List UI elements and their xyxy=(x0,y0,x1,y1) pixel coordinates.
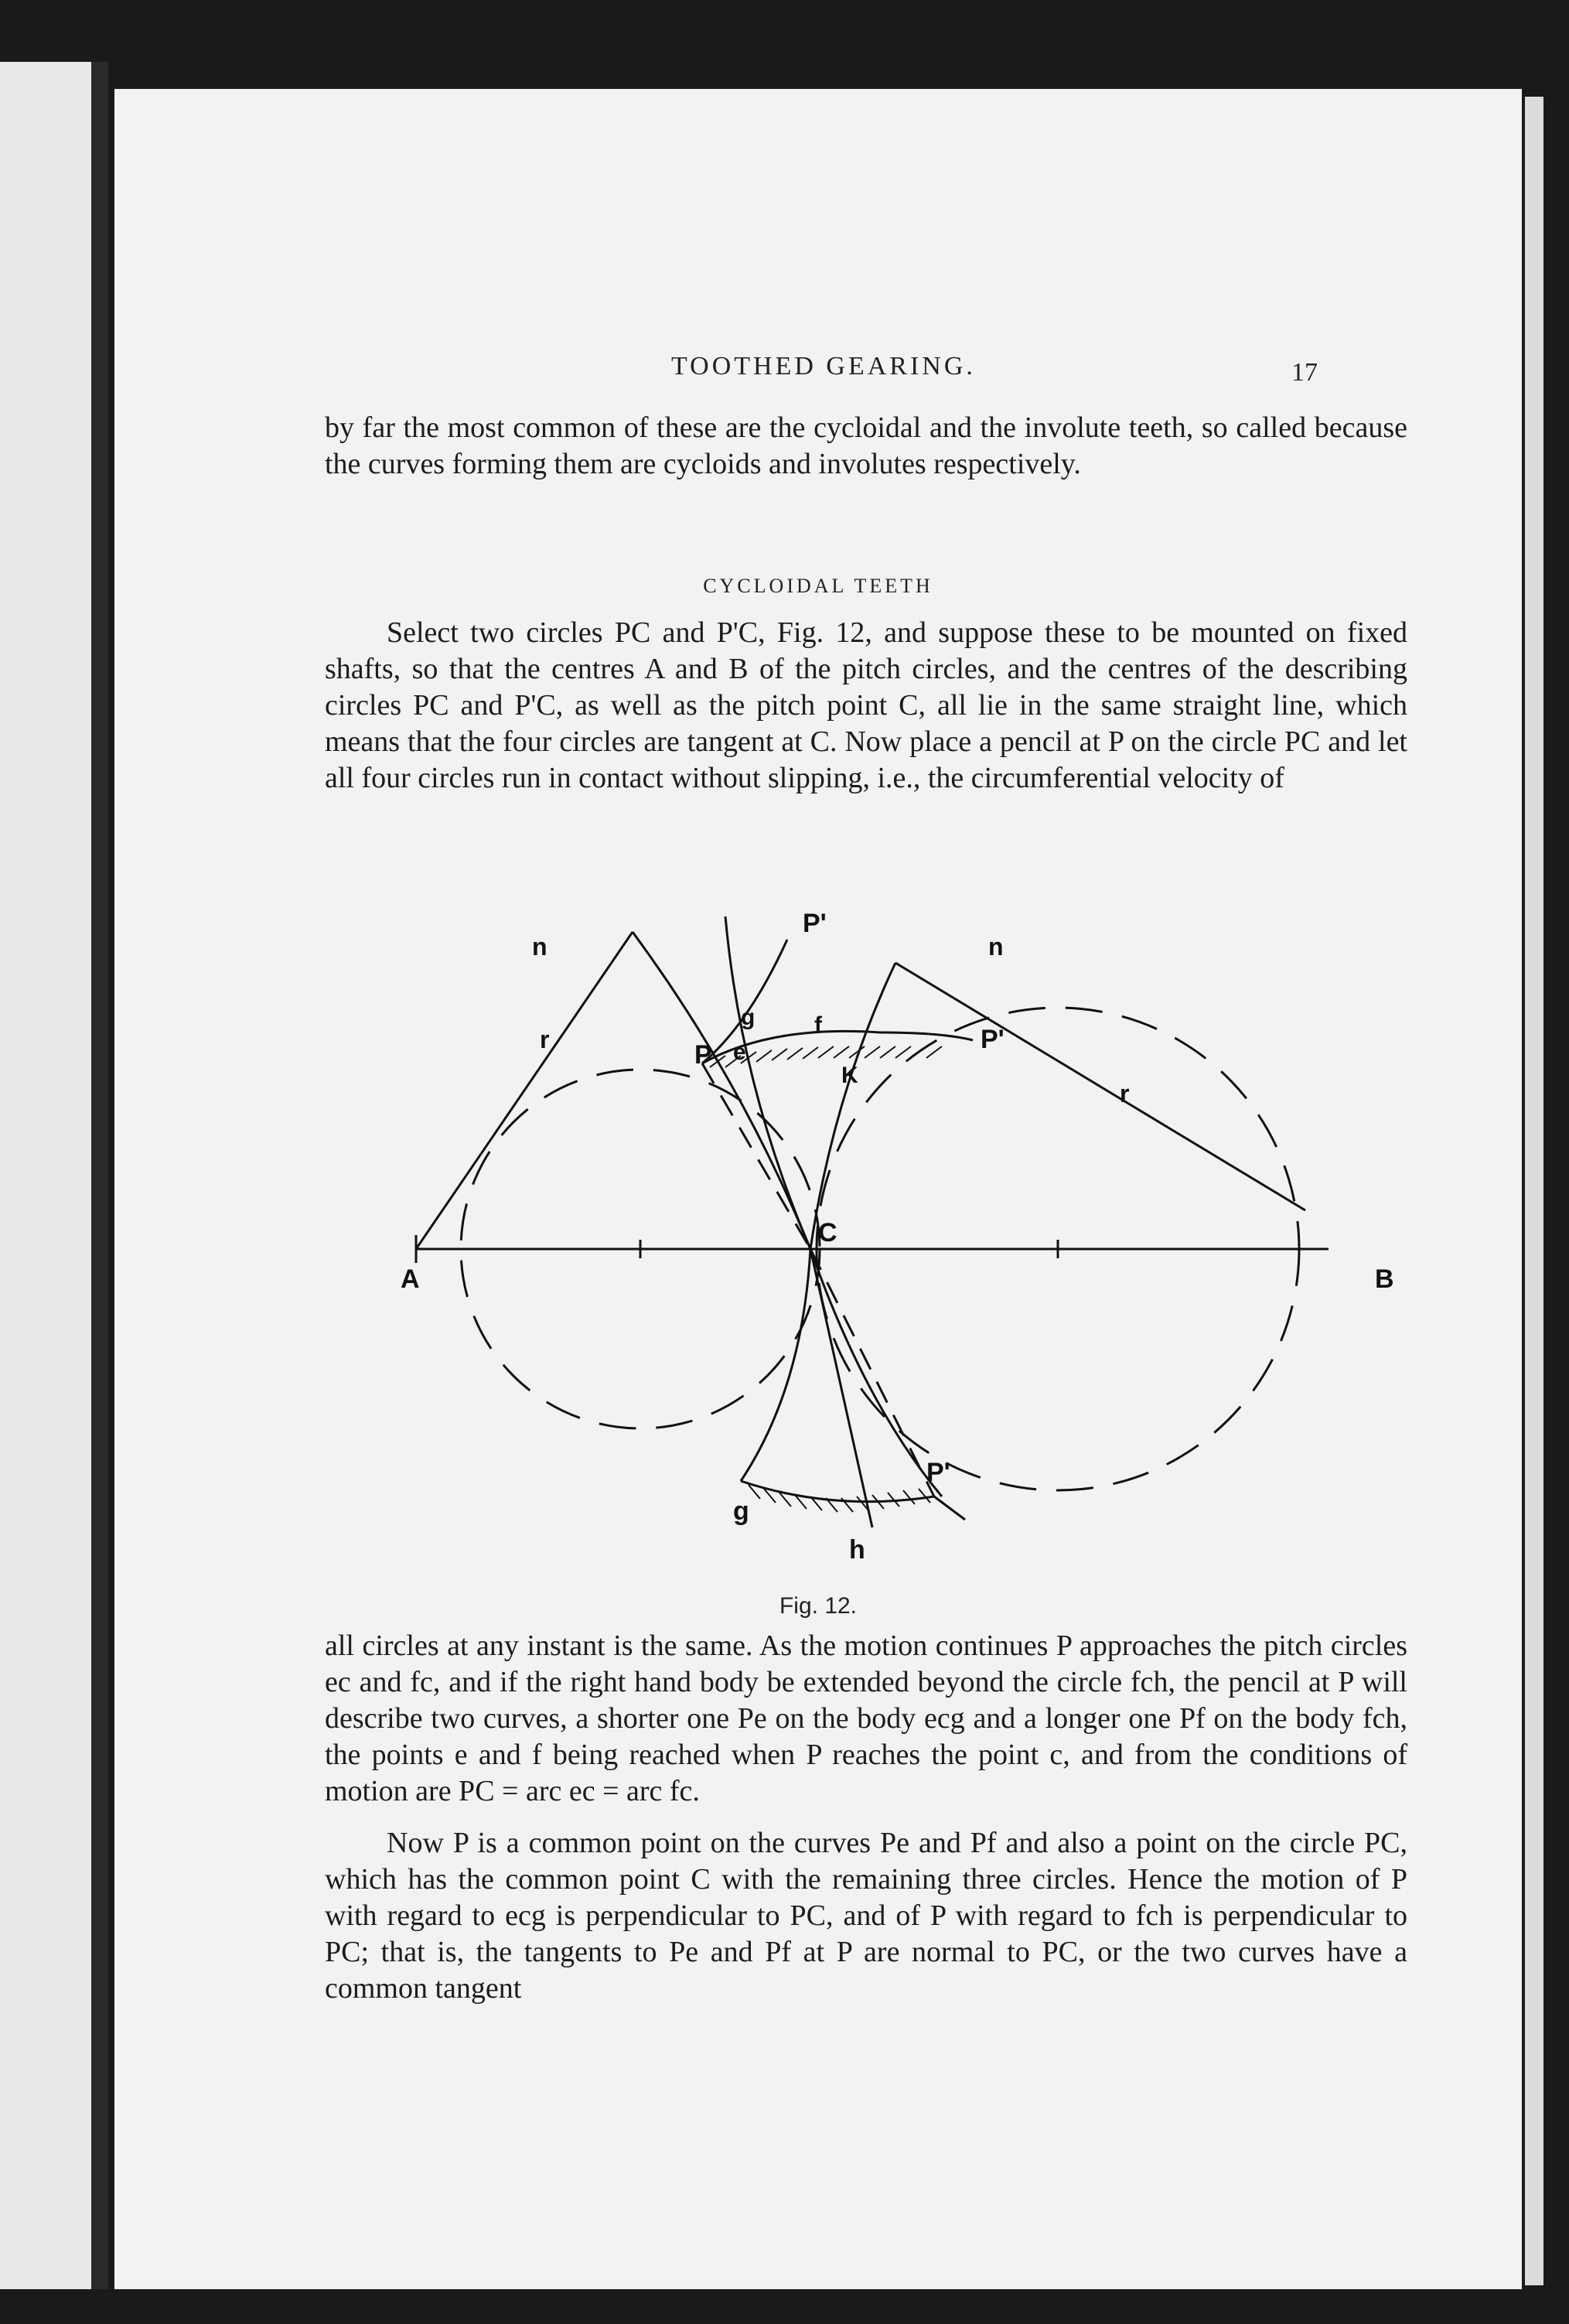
label-n1: n xyxy=(532,933,547,961)
label-P1-bottom: P' xyxy=(926,1458,950,1487)
label-h: h xyxy=(849,1535,865,1565)
paragraph-select-circles: Select two circles PC and P'C, Fig. 12, and suppose these to be mounted on fixed shafts, so that the centres A and B of the pitch circles, and the centres of the describing circles PC and P'C, as well as the pitch point C, all lie in the same straight line, which means that the four circles are tangent at C. Now place a pencil at P on the circle PC and let all four circles run in contact without slipping, i.e., the circumferential velocity of xyxy=(325,616,1407,794)
page-header xyxy=(114,352,1522,391)
pitch-arc-left xyxy=(633,932,810,1481)
radius-r2 xyxy=(895,963,1305,1210)
label-B: B xyxy=(1375,1264,1394,1294)
pitch-arc-upper xyxy=(725,916,810,1249)
page-number: 17 xyxy=(1291,358,1318,387)
label-g: g xyxy=(733,1496,749,1526)
paragraph-intro: by far the most common of these are the cycloidal and the involute teeth, so called because the curves forming them are cycloids and involutes respectively. xyxy=(325,411,1407,480)
section-heading: CYCLOIDAL TEETH xyxy=(703,575,933,597)
running-title: TOOTHED GEARING. xyxy=(671,352,976,381)
label-r2: r xyxy=(1120,1080,1130,1107)
label-r1: r xyxy=(540,1025,550,1053)
figure-caption: Fig. 12. xyxy=(779,1593,858,1619)
label-P1-right: P' xyxy=(981,1025,1005,1054)
book-page xyxy=(114,89,1522,2289)
hatching-lower xyxy=(749,1485,930,1512)
book-gutter xyxy=(91,62,108,2289)
line-C-to-P1-bottom xyxy=(810,1249,934,1496)
label-n2: n xyxy=(988,933,1004,961)
label-P: P xyxy=(694,1040,712,1070)
line-h-to-C xyxy=(810,1249,872,1527)
label-P1-top: P' xyxy=(803,909,827,938)
radius-r1 xyxy=(416,932,633,1249)
label-e: e xyxy=(733,1039,746,1065)
label-f: f xyxy=(814,1012,822,1038)
label-A: A xyxy=(401,1264,420,1294)
figure-12-diagram xyxy=(401,909,1421,1574)
paragraph-common-point: Now P is a common point on the curves Pe and Pf and also a point on the circle PC, which has the common point C with the remaining three circles. Hence the motion of P with regard to ecg is perpendicular to PC, and of P with regard to fch is perpendicular to PC; that is, the tangents to Pe and Pf at P are normal to PC, or the two curves have a common tangent xyxy=(325,1827,1407,2005)
next-page-edge xyxy=(1525,97,1543,2285)
label-g-top: g xyxy=(741,1005,756,1030)
label-C: C xyxy=(818,1218,837,1247)
label-K1: K xyxy=(841,1063,858,1088)
paragraph-continuation: all circles at any instant is the same. As the motion continues P approaches the pitch circles ec and fc, and if the right hand body be extended beyond the circle fch, the pencil at P will describe two curves, a shorter one Pe on the body ecg and a longer one Pf on the body fch, the points e and f being reached when P reaches the point c, and from the conditions of motion are PC = arc ec = arc fc. xyxy=(325,1630,1407,1807)
